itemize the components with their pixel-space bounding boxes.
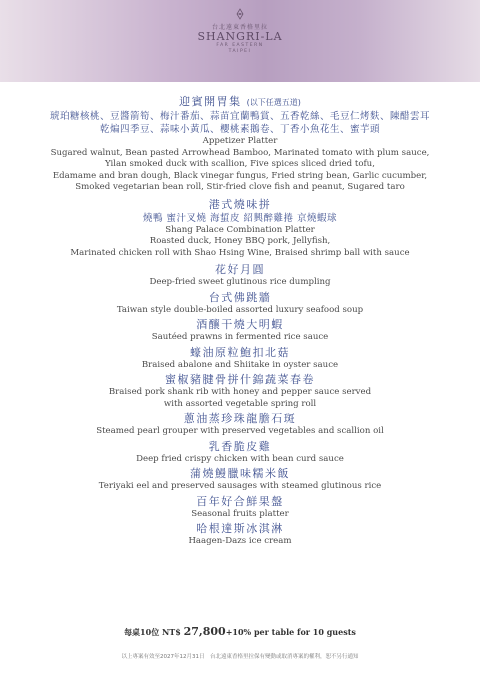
menu-item-dumpling	[0, 262, 480, 289]
combo-title-zh: 港式燒味拼	[208, 197, 272, 211]
price-amount: 27,800	[183, 625, 226, 638]
price-suffix: +10% per table for 10 guests	[225, 627, 356, 637]
dish-title-zh: 蒲燒鰻臘味糯米飯	[190, 467, 290, 480]
menu-item-appetizer	[0, 94, 480, 194]
dish-title-en: Braised abalone and Shiitake in oyster sauce	[141, 359, 339, 370]
menu-item-prawns	[0, 317, 480, 344]
combo-desc-en-2: Marinated chicken roll with Shao Hsing Wine, Braised shrimp ball with sauce	[70, 247, 410, 258]
brand-name-zh: 台北遠東香格里拉	[211, 24, 268, 31]
combo-items-zh: 燒鴨 蜜汁叉燒 海蜇皮 紹興醉雞捲 京燒蝦球	[142, 212, 338, 224]
dish-title-en: Steamed pearl grouper with preserved vegetables and scallion oil	[96, 426, 384, 436]
dish-title-zh: 乳香脆皮雞	[208, 439, 272, 453]
dish-title-zh: 蔥油蒸珍珠龍膽石斑	[183, 412, 297, 425]
menu-item-pork-shank	[0, 372, 480, 410]
dish-title-en-1: Braised pork shank rib with honey and pepper sauce served	[108, 387, 372, 397]
appetizer-desc-en-4: Smoked vegetarian bean roll, Stir-fried clove fish and peanut, Sugared taro	[75, 182, 405, 192]
price-prefix: 每桌10位 NT$	[124, 627, 184, 637]
appetizer-title-en: Appetizer Platter	[202, 136, 278, 146]
menu-item-eel-rice	[0, 466, 480, 493]
price-line	[0, 625, 480, 638]
dish-title-zh: 蜜椒豬腱骨拼什錦蔬菜春卷	[165, 373, 315, 386]
combo-desc-en-1: Roasted duck, Honey BBQ pork, Jellyfish,	[149, 236, 331, 246]
dish-title-zh: 哈根達斯冰淇淋	[196, 522, 284, 535]
menu-item-ice-cream	[0, 521, 480, 548]
appetizer-desc-en-3: Edamame and bran dough, Black vinegar fungus, Fried string bean, Garlic cucumber,	[52, 170, 428, 181]
brand-subtitle-2: TAIPEI	[228, 49, 252, 54]
menu-item-abalone	[0, 345, 480, 372]
dish-title-en: Haagen-Dazs ice cream	[188, 536, 292, 546]
dish-title-en: Taiwan style double-boiled assorted luxury seafood soup	[116, 304, 364, 315]
logo	[0, 8, 480, 55]
brand-name-en: SHANGRI-LA	[197, 30, 283, 43]
appetizer-items-zh-2: 乾煸四季豆、蒜味小黃瓜、櫻桃素鵝卷、丁香小魚花生、蜜芋頭	[99, 124, 380, 135]
dish-title-en: Sautéed prawns in fermented rice sauce	[151, 332, 329, 342]
dish-title-zh: 蠔油原粒鮑扣北菇	[190, 345, 290, 359]
dish-title-zh: 花好月圓	[215, 263, 265, 276]
menu-item-combo	[0, 197, 480, 260]
appetizer-title-zh: 迎賓開胃集	[179, 95, 242, 108]
dish-title-en: Deep fried crispy chicken with bean curd sauce	[136, 453, 344, 464]
dish-title-en: Seasonal fruits platter	[191, 508, 289, 519]
dish-title-zh: 酒釀干燒大明蝦	[196, 318, 284, 331]
footnote: 以上專案有效至2027年12月31日 台北遠東香格里拉保有變動或取消專案的權利，恕不另行通知	[121, 654, 359, 660]
brand-subtitle-1: FAR EASTERN	[216, 43, 264, 48]
dish-title-en-2: with assorted vegetable spring roll	[163, 398, 317, 409]
combo-title-en: Shang Palace Combination Platter	[165, 224, 315, 235]
dish-title-zh: 台式佛跳牆	[208, 290, 272, 304]
menu-item-grouper	[0, 411, 480, 438]
appetizer-items-zh-1: 琥珀糖核桃、豆醬箭筍、梅汁番茄、蒜苗宜蘭鴨賞、五香乾絲、毛豆仁烤麩、陳醋雲耳	[49, 111, 430, 122]
appetizer-note: (以下任選五道)	[246, 98, 301, 107]
header-banner	[0, 0, 480, 82]
dish-title-en: Deep-fried sweet glutinous rice dumpling	[149, 277, 331, 287]
menu-item-soup	[0, 290, 480, 317]
menu-item-fruit	[0, 494, 480, 521]
dish-title-en: Teriyaki eel and preserved sausages with steamed glutinous rice	[98, 481, 382, 491]
dish-title-zh	[0, 94, 480, 110]
menu-list	[0, 94, 480, 549]
dish-title-zh: 百年好合鮮果盤	[196, 494, 284, 508]
appetizer-desc-en-2: Yilan smoked duck with scallion, Five spices sliced dried tofu,	[105, 159, 375, 169]
shangri-la-emblem-icon	[234, 8, 246, 20]
appetizer-desc-en-1: Sugared walnut, Bean pasted Arrowhead Bamboo, Marinated tomato with plum sauce,	[50, 147, 430, 158]
menu-item-chicken	[0, 439, 480, 466]
